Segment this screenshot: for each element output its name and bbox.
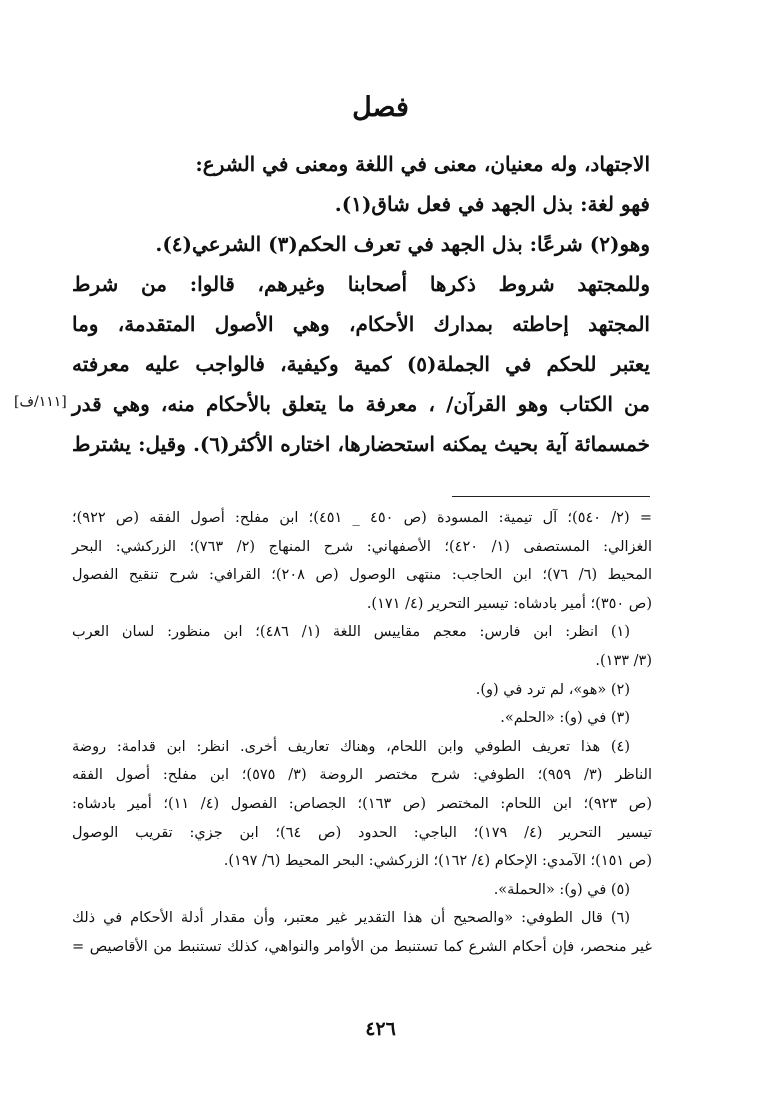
text-line: الاجتهاد، وله معنيان، معنى في اللغة ومعنى في الشرع: [195, 152, 650, 176]
folio-marker: [١١١/ف] [14, 394, 67, 410]
footnote-line: المحيط (٦/ ٧٦)؛ ابن الحاجب: منتهى الوصول (ص ٢٠٨)؛ القرافي: شرح تنقيح الفصول [72, 567, 652, 584]
footnote-line: (٥) في (و): «الحملة». [493, 881, 630, 898]
text-line: فهو لغة: بذل الجهد في فعل شاق(١). [334, 192, 650, 216]
section-title: فصل [352, 92, 409, 123]
text-line: وهو(٢) شرعًا: بذل الجهد في تعرف الحكم(٣) الشرعي(٤). [155, 232, 650, 256]
main-text [72, 144, 650, 464]
footnote-line: (ص ٩٢٣)؛ ابن اللحام: المختصر (ص ١٦٣)؛ الجصاص: الفصول (٤/ ١١)؛ أمير بادشاه: [72, 795, 652, 812]
footnotes [72, 504, 652, 962]
footnote-line: (٤) هذا تعريف الطوفي وابن اللحام، وهناك تعاريف أخرى. انظر: ابن قدامة: روضة [72, 738, 630, 755]
footnote-line: تيسير التحرير (٤/ ١٧٩)؛ الباجي: الحدود (ص ٦٤)؛ ابن جزي: تقريب الوصول [72, 824, 652, 841]
footnote-line: (٣/ ١٣٣). [595, 652, 652, 669]
text-line: وللمجتهد شروط ذكرها أصحابنا وغيرهم، قالوا: من شرط [72, 272, 650, 296]
footnote-line: الناظر (٣/ ٩٥٩)؛ الطوفي: شرح مختصر الروضة (٣/ ٥٧٥)؛ ابن مفلح: أصول الفقه [72, 767, 652, 784]
footnote-line: (٦) قال الطوفي: «والصحيح أن هذا التقدير غير معتبر، وأن مقدار أدلة الأحكام في ذلك [72, 910, 630, 927]
text-line: من الكتاب وهو القرآن/ ، معرفة ما يتعلق بالأحكام منه، وهي قدر [72, 392, 650, 416]
footnote-line: (ص ٣٥٠)؛ أمير بادشاه: تيسير التحرير (٤/ ١٧١). [366, 595, 652, 612]
footnote-line: الغزالي: المستصفى (١/ ٤٢٠)؛ الأصفهاني: شرح المنهاج (٢/ ٧٦٣)؛ الزركشي: البحر [72, 538, 652, 555]
footnote-divider [452, 496, 650, 497]
footnote-line: (٢) «هو»، لم ترد في (و). [475, 681, 630, 698]
text-line: المجتهد إحاطته بمدارك الأحكام، وهي الأصول المتقدمة، وما [72, 312, 650, 336]
page-number: ٤٢٦ [365, 1018, 396, 1040]
footnote-line: (٣) في (و): «الحلم». [500, 710, 630, 727]
footnote-line: = (٢/ ٥٤٠)؛ آل تيمية: المسودة (ص ٤٥٠ _ ٤٥١)؛ ابن مفلح: أصول الفقه (ص ٩٢٢)؛ [72, 510, 652, 526]
text-line: يعتبر للحكم في الجملة(٥) كمية وكيفية، فالواجب عليه معرفته [72, 352, 650, 376]
text-line: خمسمائة آية بحيث يمكنه استحضارها، اختاره الأكثر(٦). وقيل: يشترط [72, 432, 650, 456]
footnote-line: (١) انظر: ابن فارس: معجم مقاييس اللغة (١/ ٤٨٦)؛ ابن منظور: لسان العرب [72, 624, 631, 641]
footnote-line: (ص ١٥١)؛ الآمدي: الإحكام (٤/ ١٦٢)؛ الزركشي: البحر المحيط (٦/ ١٩٧). [223, 853, 652, 870]
footnote-line: غير منحصر، فإن أحكام الشرع كما تستنبط من الأوامر والنواهي، كذلك تستنبط من الأقاصيص = [72, 938, 652, 955]
